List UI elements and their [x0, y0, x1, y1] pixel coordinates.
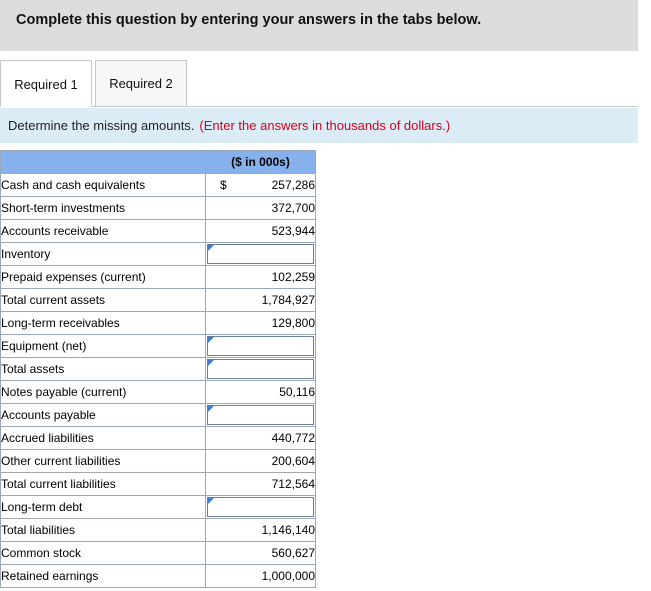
row-label: Short-term investments — [1, 197, 206, 220]
row-label: Long-term debt — [1, 496, 206, 519]
amount-cell — [206, 381, 316, 404]
row-label: Accounts payable — [1, 404, 206, 427]
row-label: Notes payable (current) — [1, 381, 206, 404]
amount-cell — [206, 473, 316, 496]
table-row — [1, 174, 316, 197]
amount-input[interactable] — [207, 359, 314, 379]
amount-value: 1,000,000 — [261, 569, 315, 583]
amount-cell — [206, 450, 316, 473]
amount-value: 523,944 — [271, 224, 315, 238]
amount-input[interactable] — [207, 244, 314, 264]
amount-input[interactable] — [207, 497, 314, 517]
amount-column-header: ($ in 000s) — [206, 151, 316, 174]
row-label: Long-term receivables — [1, 312, 206, 335]
amount-value: 1,784,927 — [261, 293, 315, 307]
row-label: Total liabilities — [1, 519, 206, 542]
amount-value: 1,146,140 — [261, 523, 315, 537]
table-row — [1, 358, 316, 381]
table-row — [1, 473, 316, 496]
amount-value: 102,259 — [271, 270, 315, 284]
amount-value: 560,627 — [271, 546, 315, 560]
tab-required-1[interactable]: Required 1 — [0, 60, 92, 107]
tab-required-2[interactable]: Required 2 — [95, 60, 187, 106]
amount-cell — [206, 565, 316, 588]
amount-value: 50,116 — [279, 385, 315, 399]
row-label: Retained earnings — [1, 565, 206, 588]
amount-cell — [206, 220, 316, 243]
table-row — [1, 381, 316, 404]
instructions-note: (Enter the answers in thousands of dollars.) — [199, 118, 451, 133]
table-header-row — [1, 151, 316, 174]
table-row — [1, 404, 316, 427]
row-label: Total current assets — [1, 289, 206, 312]
table-row — [1, 427, 316, 450]
currency-symbol: $ — [220, 178, 227, 192]
amount-cell — [206, 519, 316, 542]
table-row — [1, 243, 316, 266]
amount-cell — [206, 312, 316, 335]
row-label: Common stock — [1, 542, 206, 565]
row-label: Total assets — [1, 358, 206, 381]
amount-value: 372,700 — [271, 201, 315, 215]
row-label: Total current liabilities — [1, 473, 206, 496]
amount-value: 712,564 — [271, 477, 315, 491]
table-row — [1, 450, 316, 473]
table-row — [1, 266, 316, 289]
instructions-text: Determine the missing amounts. — [8, 118, 195, 133]
amount-cell — [206, 197, 316, 220]
question-header — [0, 0, 638, 51]
amount-cell — [206, 427, 316, 450]
table-row — [1, 496, 316, 519]
amount-cell — [206, 289, 316, 312]
row-label: Inventory — [1, 243, 206, 266]
amount-cell — [206, 266, 316, 289]
table-row — [1, 542, 316, 565]
table-row — [1, 220, 316, 243]
amount-input-cell[interactable] — [206, 496, 316, 519]
amount-value: 440,772 — [271, 431, 315, 445]
amount-cell — [206, 542, 316, 565]
amount-input[interactable] — [207, 405, 314, 425]
amount-input-cell[interactable] — [206, 335, 316, 358]
tab-divider — [0, 106, 638, 107]
header-title: Complete this question by entering your answers in the tabs below. — [16, 12, 482, 28]
row-label: Cash and cash equivalents — [1, 174, 206, 197]
amount-cell — [206, 174, 316, 197]
table-row — [1, 519, 316, 542]
balance-sheet-table — [0, 150, 316, 588]
instructions-bar — [0, 108, 638, 143]
table-row — [1, 197, 316, 220]
amount-input-cell[interactable] — [206, 243, 316, 266]
label-column-header — [1, 151, 206, 174]
row-label: Equipment (net) — [1, 335, 206, 358]
amount-input-cell[interactable] — [206, 358, 316, 381]
table-row — [1, 565, 316, 588]
row-label: Accrued liabilities — [1, 427, 206, 450]
amount-value: 129,800 — [271, 316, 315, 330]
table-row — [1, 289, 316, 312]
amount-input[interactable] — [207, 336, 314, 356]
row-label: Prepaid expenses (current) — [1, 266, 206, 289]
row-label: Accounts receivable — [1, 220, 206, 243]
table-row — [1, 312, 316, 335]
amount-value: 257,286 — [271, 178, 315, 192]
table-row — [1, 335, 316, 358]
amount-value: 200,604 — [271, 454, 315, 468]
amount-input-cell[interactable] — [206, 404, 316, 427]
row-label: Other current liabilities — [1, 450, 206, 473]
